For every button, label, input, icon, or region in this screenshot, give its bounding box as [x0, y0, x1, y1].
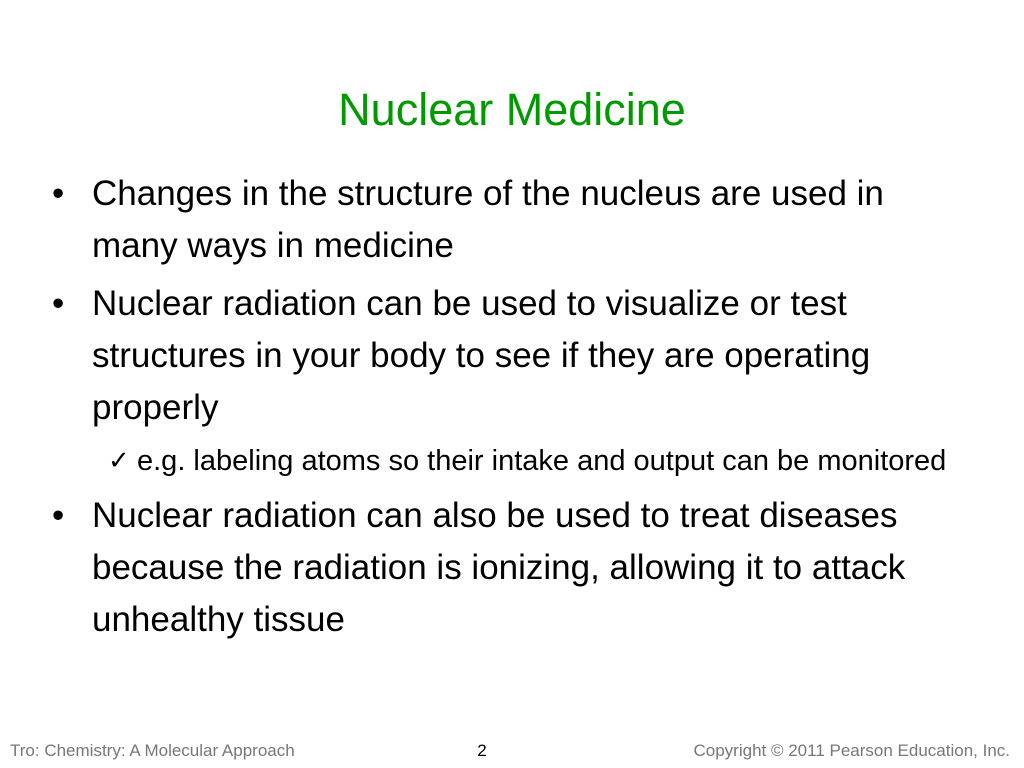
footer-copyright: Copyright © 2011 Pearson Education, Inc. — [693, 741, 1010, 760]
slide-body — [50, 168, 970, 652]
bullet-text: Nuclear radiation can also be used to treat diseases because the radiation is ionizing, allowing it to attack unhealthy tissue — [92, 496, 906, 639]
bullet-text: Changes in the structure of the nucleus are used in many ways in medicine — [92, 174, 884, 265]
bullet-icon: • — [52, 496, 65, 535]
bullet-item — [50, 278, 970, 434]
bullet-icon: • — [52, 174, 65, 213]
page-number: 2 — [477, 741, 487, 760]
checkmark-icon: ✓ — [108, 445, 130, 475]
bullet-icon: • — [52, 284, 65, 323]
sub-bullet-item — [50, 440, 970, 482]
footer-source: Tro: Chemistry: A Molecular Approach — [10, 741, 295, 760]
bullet-item — [50, 490, 970, 646]
sub-bullet-text: e.g. labeling atoms so their intake and output can be monitored — [137, 445, 947, 477]
bullet-text: Nuclear radiation can be used to visualize or test structures in your body to see if they are operating properly — [92, 284, 871, 427]
bullet-item — [50, 168, 970, 272]
slide-title: Nuclear Medicine — [338, 84, 686, 135]
